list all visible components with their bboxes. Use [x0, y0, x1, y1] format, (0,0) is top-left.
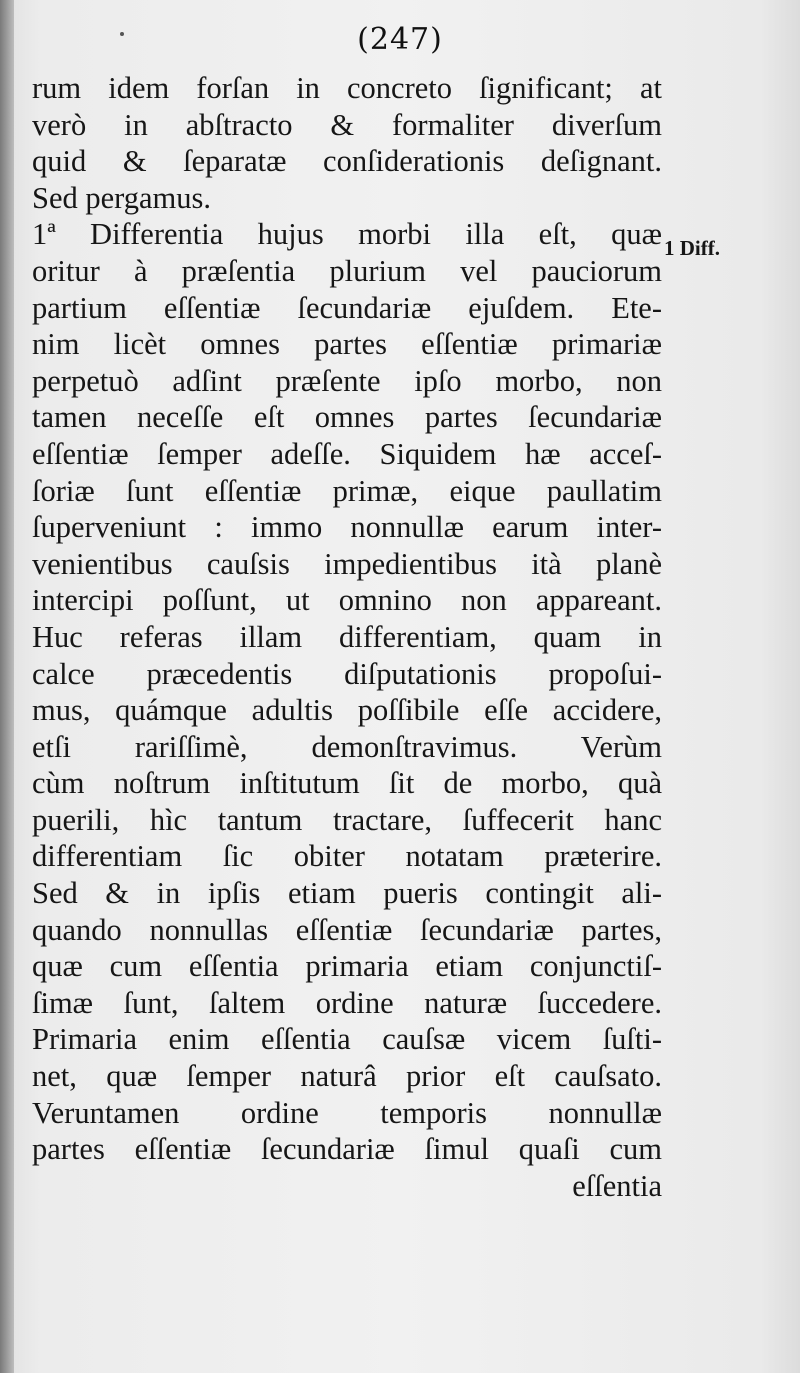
- page-number: (247): [357, 22, 443, 57]
- text-line: differentiam ſic obiter notatam præterire.: [32, 839, 662, 874]
- text-line: intercipi poſſunt, ut omnino non appareant.: [32, 583, 662, 618]
- text-line: quid & ſeparatæ conſiderationis deſignant.: [32, 144, 662, 179]
- text-line: nim licèt omnes partes eſſentiæ primariæ: [32, 327, 662, 362]
- text-line: eſſentiæ ſemper adeſſe. Siquidem hæ acceſ-: [32, 436, 662, 471]
- text-line: ſimæ ſunt, ſaltem ordine naturæ ſuccedere.: [32, 985, 662, 1020]
- text-line: ſoriæ ſunt eſſentiæ primæ, eique paullatim: [32, 473, 662, 508]
- text-line: Huc referas illam differentiam, quam in: [32, 619, 662, 654]
- text-line: ſuperveniunt : immo nonnullæ earum inter-: [32, 510, 662, 545]
- text-line: verò in abſtracto & formaliter diverſum: [32, 107, 662, 142]
- text-line: rum idem forſan in concreto ſignificant; at: [32, 71, 662, 105]
- text-line: mus, quámque adultis poſſibile eſſe accidere,: [32, 693, 662, 728]
- text-line: oritur à præſentia plurium vel pauciorum: [32, 253, 662, 288]
- catchword: eſſentia: [572, 1168, 662, 1203]
- text-line: partium eſſentiæ ſecundariæ ejuſdem. Ete-: [32, 290, 662, 325]
- text-line: Sed & in ipſis etiam pueris contingit ali-: [32, 876, 662, 911]
- text-line: 1ª Differentia hujus morbi illa eſt, quæ: [32, 217, 662, 252]
- text-line: quæ cum eſſentia primaria etiam conjunctiſ-: [32, 949, 662, 984]
- page-gutter: [0, 0, 14, 1373]
- text-line: tamen neceſſe eſt omnes partes ſecundariæ: [32, 400, 662, 435]
- text-line: etſi rariſſimè, demonſtravimus. Verùm: [32, 729, 662, 764]
- text-line: Sed pergamus.: [32, 180, 212, 215]
- text-line: partes eſſentiæ ſecundariæ ſimul quaſi cum: [32, 1132, 662, 1167]
- text-line: net, quæ ſemper naturâ prior eſt cauſsato.: [32, 1059, 662, 1094]
- text-line: perpetuò adſint præſente ipſo morbo, non: [32, 363, 662, 398]
- text-line: puerili, hìc tantum tractare, ſuffecerit hanc: [32, 802, 662, 837]
- text-line: venientibus cauſsis impedientibus ità planè: [32, 546, 662, 581]
- margin-note: 1 Diff.: [664, 236, 720, 260]
- body-text: [32, 70, 662, 1204]
- text-line: quando nonnullas eſſentiæ ſecundariæ partes,: [32, 912, 662, 947]
- text-line: calce præcedentis diſputationis propoſui-: [32, 656, 662, 691]
- text-line: Primaria enim eſſentia cauſsæ vicem ſuſti-: [32, 1022, 662, 1057]
- text-line: Veruntamen ordine temporis nonnullæ: [32, 1095, 662, 1130]
- text-line: cùm noſtrum inſtitutum ſit de morbo, quà: [32, 766, 662, 801]
